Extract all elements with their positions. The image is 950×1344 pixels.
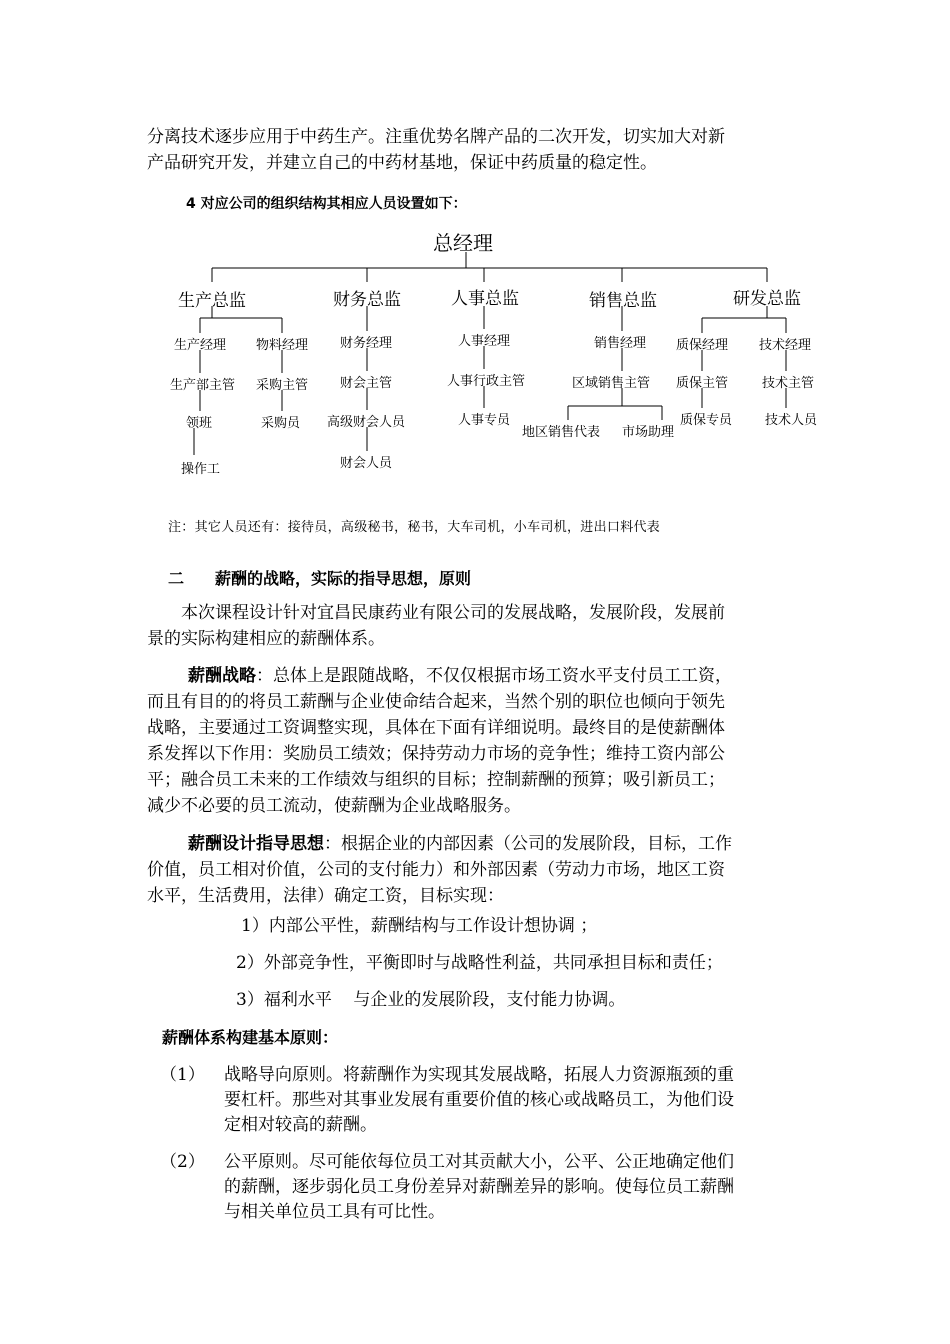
para3-line-3: 水平，生活费用，法律）确定工资，目标实现： <box>147 886 504 906</box>
org-node-hr-director: 人事总监 <box>451 289 519 309</box>
org-node-rd-director: 研发总监 <box>733 289 801 309</box>
principles-heading: 薪酬体系构建基本原则： <box>162 1028 339 1047</box>
org-node-accountant: 财会人员 <box>340 456 393 471</box>
org-node-qa-supervisor: 质保主管 <box>676 376 729 391</box>
goal-3: 3）福利水平 与企业的发展阶段，支付能力协调。 <box>236 990 626 1010</box>
org-node-area-sales-rep: 地区销售代表 <box>522 425 601 440</box>
org-node-sales-manager: 销售经理 <box>594 336 647 351</box>
para2-line-4: 系发挥以下作用：奖励员工绩效；保持劳动力市场的竞争性；维持工资内部公 <box>147 744 725 764</box>
goal-2: 2）外部竞争性，平衡即时与战略性利益，共同承担目标和责任； <box>236 953 723 973</box>
para2-label: 薪酬战略 <box>188 666 256 686</box>
para2-line-6: 减少不必要的员工流动，使薪酬为企业战略服务。 <box>147 796 521 816</box>
intro-line-1: 分离技术逐步应用于中药生产。注重优势名牌产品的二次开发，切实加大对新 <box>147 127 725 147</box>
org-node-marketing-assistant: 市场助理 <box>622 425 675 440</box>
org-node-hr-specialist: 人事专员 <box>458 413 511 428</box>
para3-label: 薪酬设计指导思想 <box>188 834 324 854</box>
para2-line-1 <box>188 663 732 689</box>
principle-2-line-1: 公平原则。尽可能依每位员工对其贡献大小，公平、公正地确定他们 <box>224 1152 734 1172</box>
org-node-hr-admin-supervisor: 人事行政主管 <box>447 374 526 389</box>
org-node-regional-sales-supervisor: 区域销售主管 <box>572 376 651 391</box>
org-node-purchaser: 采购员 <box>261 416 301 431</box>
para2-line-2: 而且有目的的将员工薪酬与企业使命结合起来，当然个别的职位也倾向于领先 <box>147 692 725 712</box>
para3-text-1: ：根据企业的内部因素（公司的发展阶段，目标，工作 <box>324 834 732 854</box>
org-node-qa-specialist: 质保专员 <box>680 413 733 428</box>
org-note: 注：其它人员还有：接待员，高级秘书，秘书，大车司机，小车司机，进出口料代表 <box>168 520 661 535</box>
org-node-accounting-supervisor: 财会主管 <box>340 376 393 391</box>
org-heading: 4 对应公司的组织结构其相应人员设置如下： <box>186 196 467 212</box>
org-node-tech-supervisor: 技术主管 <box>762 376 815 391</box>
principle-2-number: （2） <box>160 1152 205 1172</box>
section-2-title: 薪酬的战略，实际的指导思想，原则 <box>215 569 472 588</box>
para2-line-3: 战略，主要通过工资调整实现，具体在下面有详细说明。最终目的是使薪酬体 <box>147 718 725 738</box>
para3-line-1 <box>188 831 732 857</box>
org-node-tech-manager: 技术经理 <box>759 338 812 353</box>
goal-1: 1）内部公平性，薪酬结构与工作设计想协调 ； <box>241 916 598 936</box>
intro-line-2: 产品研究开发，并建立自己的中药材基地，保证中药质量的稳定性。 <box>147 153 657 173</box>
org-node-production-manager: 生产经理 <box>174 338 227 353</box>
principle-1-line-3: 定相对较高的薪酬。 <box>224 1115 377 1135</box>
org-node-production-supervisor: 生产部主管 <box>170 378 236 393</box>
para1-line-2: 景的实际构建相应的薪酬体系。 <box>147 629 385 649</box>
org-node-production-director: 生产总监 <box>178 291 246 311</box>
org-node-operator: 操作工 <box>181 462 221 477</box>
org-node-tech-staff: 技术人员 <box>765 413 818 428</box>
org-node-finance-director: 财务总监 <box>333 290 401 310</box>
org-node-purchasing-supervisor: 采购主管 <box>256 378 309 393</box>
para2-line-5: 平；融合员工未来的工作绩效与组织的目标；控制薪酬的预算；吸引新员工； <box>147 770 725 790</box>
principle-1-number: （1） <box>160 1065 205 1085</box>
para2-text-1: ：总体上是跟随战略，不仅仅根据市场工资水平支付员工工资， <box>256 666 732 686</box>
para1-line-1: 本次课程设计针对宜昌民康药业有限公司的发展战略，发展阶段，发展前 <box>181 603 725 623</box>
org-node-finance-manager: 财务经理 <box>340 336 393 351</box>
org-node-foreman: 领班 <box>186 416 213 431</box>
org-node-qa-manager: 质保经理 <box>676 338 729 353</box>
principle-1-line-2: 要杠杆。那些对其事业发展有重要价值的核心或战略员工，为他们设 <box>224 1090 734 1110</box>
org-node-sales-director: 销售总监 <box>589 291 657 311</box>
principle-2-line-2: 的薪酬，逐步弱化员工身份差异对薪酬差异的影响。使每位员工薪酬 <box>224 1177 734 1197</box>
org-node-materials-manager: 物料经理 <box>256 338 309 353</box>
org-node-hr-manager: 人事经理 <box>458 334 511 349</box>
principle-2-line-3: 与相关单位员工具有可比性。 <box>224 1202 445 1222</box>
principle-1-line-1: 战略导向原则。将薪酬作为实现其发展战略，拓展人力资源瓶颈的重 <box>224 1065 734 1085</box>
org-node-senior-accountant: 高级财会人员 <box>327 415 406 430</box>
section-2-number: 二 <box>168 569 185 588</box>
para3-line-2: 价值，员工相对价值，公司的支付能力）和外部因素（劳动力市场，地区工资 <box>147 860 725 880</box>
org-node-general-manager: 总经理 <box>433 231 493 255</box>
